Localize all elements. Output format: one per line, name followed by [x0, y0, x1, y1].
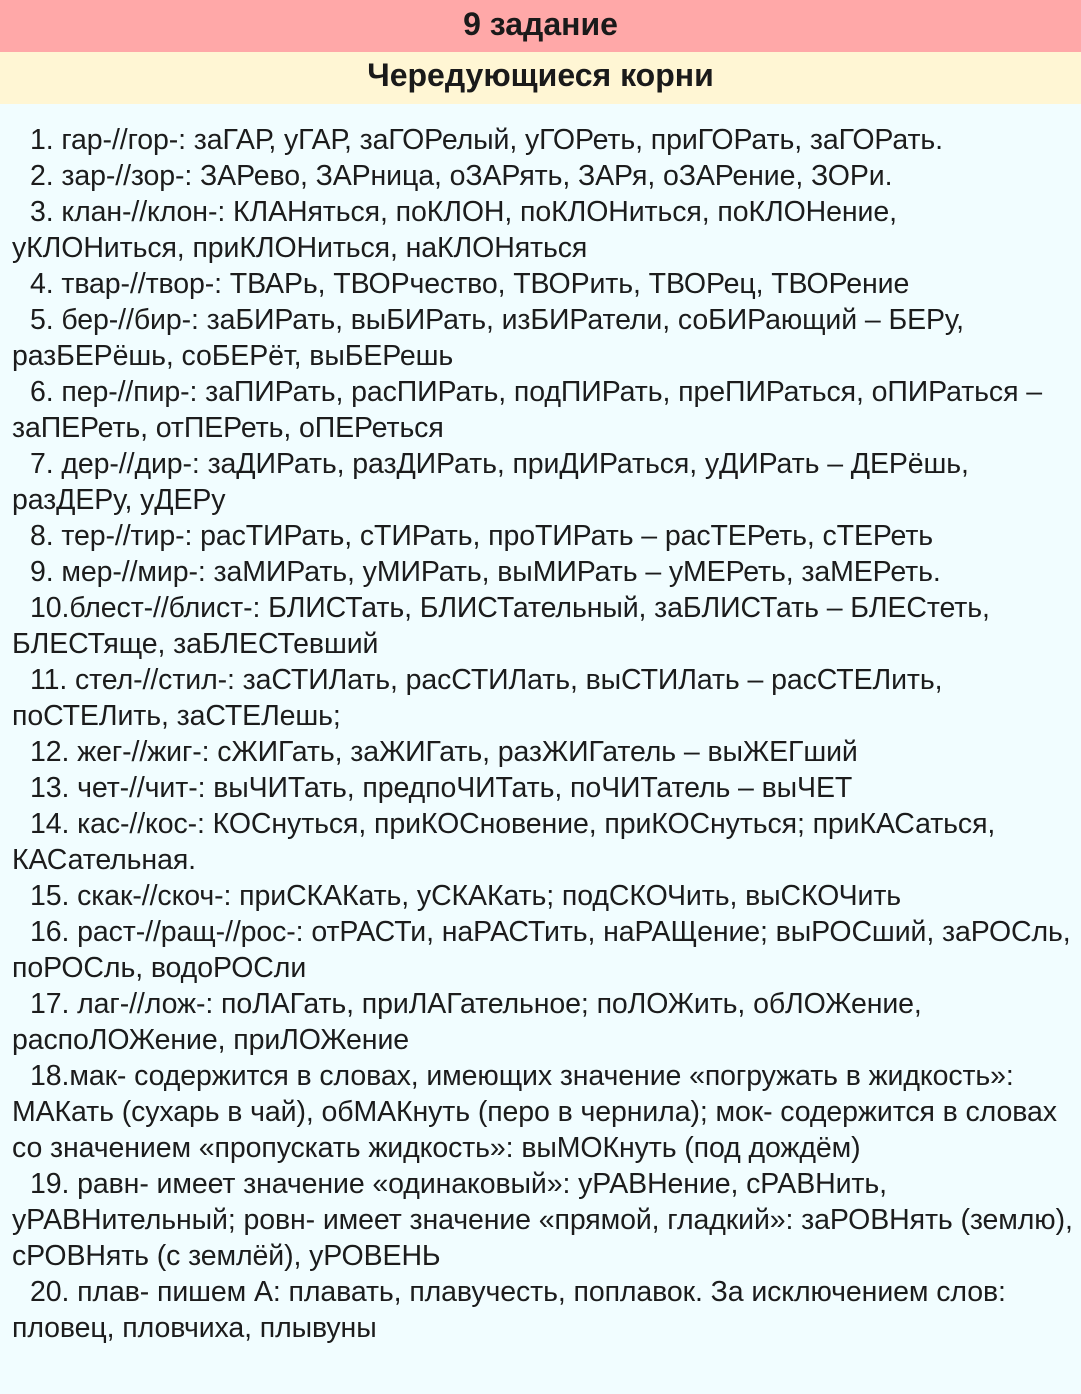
rule-item-17: 17. лаг-//лож-: поЛАГать, приЛАГательное; поЛОЖить, обЛОЖение, распоЛОЖение, приЛОЖение — [12, 988, 922, 1056]
rule-item-19: 19. равн- имеет значение «одинаковый»: уРАВНение, сРАВНить, уРАВНительный; ровн- имеет значение «прямой, гладкий»: заРОВНять (землю), сРОВНять (с землёй), уРОВЕНЬ — [12, 1168, 1073, 1272]
section-subtitle: Чередующиеся корни — [0, 52, 1081, 104]
rule-item-2: 2. зар-//зор-: ЗАРево, ЗАРница, оЗАРять, ЗАРя, оЗАРение, ЗОРи. — [30, 160, 893, 192]
page-title: 9 задание — [0, 0, 1081, 52]
rule-item-12: 12. жег-//жиг-: сЖИГать, заЖИГать, разЖИГатель – выЖЕГший — [30, 736, 858, 768]
rule-item-1: 1. гар-//гор-: заГАР, уГАР, заГОРелый, уГОРеть, приГОРать, заГОРать. — [30, 124, 943, 156]
rule-item-10: 10.блест-//блист-: БЛИСТать, БЛИСТательный, заБЛИСТать – БЛЕСтеть, БЛЕСТяще, заБЛЕСТевший — [12, 592, 990, 660]
rule-item-9: 9. мер-//мир-: заМИРать, уМИРать, выМИРать – уМЕРеть, заМЕРеть. — [30, 556, 941, 588]
rule-item-6: 6. пер-//пир-: заПИРать, расПИРать, подПИРать, преПИРаться, оПИРаться – заПЕРеть, отПЕРеть, оПЕРеться — [12, 376, 1042, 444]
rule-item-11: 11. стел-//стил-: заСТИЛать, расСТИЛать, выСТИЛать – расСТЕЛить, поСТЕЛить, заСТЕЛешь; — [12, 664, 943, 732]
rule-item-20: 20. плав- пишем А: плавать, плавучесть, поплавок. За исключением слов: пловец, пловчиха, плывуны — [12, 1276, 1006, 1344]
rule-item-4: 4. твар-//твор-: ТВАРь, ТВОРчество, ТВОРить, ТВОРец, ТВОРение — [30, 268, 910, 300]
rule-item-5: 5. бер-//бир-: заБИРать, выБИРать, изБИРатели, соБИРающий – БЕРу, разБЕРёшь, соБЕРёт, выБЕРешь — [12, 304, 965, 372]
rule-item-14: 14. кас-//кос-: КОСнуться, приКОСновение, приКОСнуться; приКАСаться, КАСательная. — [12, 808, 996, 876]
rule-item-18: 18.мак- содержится в словах, имеющих значение «погружать в жидкость»: МАКать (сухарь в чай), обМАКнуть (перо в чернила); мок- содержится в словах со значением «пропускать жидкость»: выМОКнуть (под дождём) — [12, 1060, 1057, 1164]
rules-list — [0, 104, 1081, 1346]
rule-item-15: 15. скак-//скоч-: приСКАКать, уСКАКать; подСКОЧить, выСКОЧить — [30, 880, 902, 912]
rule-item-7: 7. дер-//дир-: заДИРать, разДИРать, приДИРаться, уДИРать – ДЕРёшь, разДЕРу, уДЕРу — [12, 448, 969, 516]
rule-item-3: 3. клан-//клон-: КЛАНяться, поКЛОН, поКЛОНиться, поКЛОНение, уКЛОНиться, приКЛОНиться, наКЛОНяться — [12, 196, 897, 264]
rule-item-8: 8. тер-//тир-: расТИРать, сТИРать, проТИРать – расТЕРеть, сТЕРеть — [30, 520, 934, 552]
rule-item-16: 16. раст-//ращ-//рос-: отРАСТи, наРАСТить, наРАЩение; выРОСший, заРОСль, поРОСль, водоРОСли — [12, 916, 1071, 984]
rule-item-13: 13. чет-//чит-: выЧИТать, предпоЧИТать, поЧИТатель – выЧЕТ — [30, 772, 853, 804]
